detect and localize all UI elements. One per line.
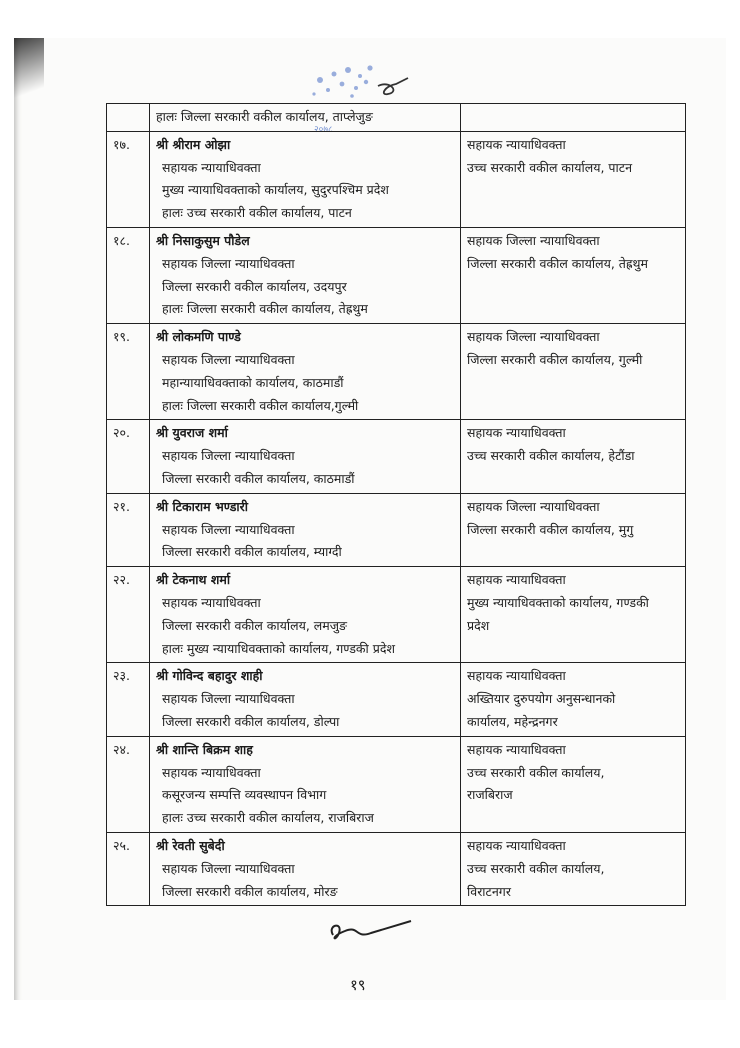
employee-name: श्री निसाकुसुम पौडेल xyxy=(156,232,250,248)
position-line: जिल्ला सरकारी वकील कार्यालय, मोरङ xyxy=(162,883,338,899)
position-line: जिल्ला सरकारी वकील कार्यालय, उदयपुर xyxy=(162,278,347,294)
posting-line: सहायक न्यायाधिवक्ता xyxy=(467,741,566,757)
page-corner-shadow xyxy=(14,38,44,128)
posting-line: सहायक जिल्ला न्यायाधिवक्ता xyxy=(467,498,600,514)
serial-number: २४. xyxy=(107,736,150,832)
employee-name: श्री रेवती सुबेदी xyxy=(156,837,225,853)
new-posting-cell xyxy=(461,131,686,227)
new-posting-cell xyxy=(461,663,686,736)
posting-line: उच्च सरकारी वकील कार्यालय, xyxy=(467,860,605,876)
position-line: सहायक जिल्ला न्यायाधिवक्ता xyxy=(162,448,295,464)
posting-line: सहायक जिल्ला न्यायाधिवक्ता xyxy=(467,232,600,248)
new-posting-cell xyxy=(461,567,686,663)
table-row xyxy=(107,736,686,832)
current-position-cell xyxy=(150,227,461,323)
serial-number: २०. xyxy=(107,420,150,493)
current-position-cell xyxy=(150,104,461,132)
current-position-cell xyxy=(150,567,461,663)
position-line: सहायक जिल्ला न्यायाधिवक्ता xyxy=(162,351,295,367)
position-line: सहायक न्यायाधिवक्ता xyxy=(162,594,261,610)
position-line: सहायक जिल्ला न्यायाधिवक्ता xyxy=(162,521,295,537)
serial-number: २२. xyxy=(107,567,150,663)
posting-line: सहायक न्यायाधिवक्ता xyxy=(467,837,566,853)
new-posting-cell xyxy=(461,104,686,132)
employee-name: श्री टेकनाथ शर्मा xyxy=(156,572,231,588)
current-position-cell xyxy=(150,493,461,566)
table-row xyxy=(107,493,686,566)
posting-line: सहायक न्यायाधिवक्ता xyxy=(467,425,566,441)
current-position-cell xyxy=(150,420,461,493)
posting-line: जिल्ला सरकारी वकील कार्यालय, गुल्मी xyxy=(467,351,643,367)
position-line: सहायक जिल्ला न्यायाधिवक्ता xyxy=(162,691,295,707)
position-line: हालः जिल्ला सरकारी वकील कार्यालय, ताप्लेजुङ xyxy=(156,109,373,124)
posting-line: अख्तियार दुरुपयोग अनुसन्धानको xyxy=(467,691,616,707)
serial-number: १९. xyxy=(107,324,150,420)
signature-bottom xyxy=(325,915,415,955)
new-posting-cell xyxy=(461,420,686,493)
position-line: हालः मुख्य न्यायाधिवक्ताको कार्यालय, गण्डकी प्रदेश xyxy=(162,640,395,656)
posting-line: सहायक न्यायाधिवक्ता xyxy=(467,668,566,684)
table-row xyxy=(107,104,686,132)
employee-name: श्री लोकमणि पाण्डे xyxy=(156,329,241,345)
position-line: कसूरजन्य सम्पत्ति व्यवस्थापन विभाग xyxy=(162,787,327,803)
table-row xyxy=(107,567,686,663)
position-line: हालः जिल्ला सरकारी वकील कार्यालय, तेह्रथुम xyxy=(162,301,368,317)
table-row xyxy=(107,131,686,227)
serial-number xyxy=(107,104,150,132)
posting-line: कार्यालय, महेन्द्रनगर xyxy=(467,713,558,729)
posting-line: सहायक न्यायाधिवक्ता xyxy=(467,572,566,588)
position-line: सहायक जिल्ला न्यायाधिवक्ता xyxy=(162,860,295,876)
current-position-cell xyxy=(150,324,461,420)
posting-line: जिल्ला सरकारी वकील कार्यालय, तेह्रथुम xyxy=(467,255,649,271)
table-row xyxy=(107,324,686,420)
new-posting-cell xyxy=(461,324,686,420)
serial-number: २५. xyxy=(107,832,150,905)
position-line: सहायक न्यायाधिवक्ता xyxy=(162,159,261,175)
employee-name: श्री टिकाराम भण्डारी xyxy=(156,498,248,514)
signature-mark-top xyxy=(378,78,408,94)
position-line: हालः उच्च सरकारी वकील कार्यालय, पाटन xyxy=(162,205,352,221)
employee-name: श्री शान्ति बिक्रम शाह xyxy=(156,741,253,757)
posting-line: सहायक जिल्ला न्यायाधिवक्ता xyxy=(467,329,600,345)
new-posting-cell xyxy=(461,227,686,323)
position-line: हालः उच्च सरकारी वकील कार्यालय, राजबिराज xyxy=(162,810,374,826)
current-position-cell xyxy=(150,131,461,227)
position-line: सहायक जिल्ला न्यायाधिवक्ता xyxy=(162,255,295,271)
new-posting-cell xyxy=(461,832,686,905)
posting-line: उच्च सरकारी वकील कार्यालय, हेटौंडा xyxy=(467,448,635,464)
posting-line: राजबिराज xyxy=(467,787,513,803)
position-line: जिल्ला सरकारी वकील कार्यालय, डोल्पा xyxy=(162,713,340,729)
posting-line: सहायक न्यायाधिवक्ता xyxy=(467,136,566,152)
new-posting-cell xyxy=(461,736,686,832)
posting-line: जिल्ला सरकारी वकील कार्यालय, मुगु xyxy=(467,521,634,537)
position-line: सहायक न्यायाधिवक्ता xyxy=(162,764,261,780)
posting-line: उच्च सरकारी वकील कार्यालय, पाटन xyxy=(467,159,633,175)
current-position-cell xyxy=(150,663,461,736)
current-position-cell xyxy=(150,736,461,832)
employee-name: श्री युवराज शर्मा xyxy=(156,425,228,441)
position-line: महान्यायाधिवक्ताको कार्यालय, काठमाडौं xyxy=(162,374,344,390)
serial-number: १७. xyxy=(107,131,150,227)
position-line: जिल्ला सरकारी वकील कार्यालय, लमजुङ xyxy=(162,617,347,633)
position-line: जिल्ला सरकारी वकील कार्यालय, काठमाडौं xyxy=(162,470,355,486)
table-row xyxy=(107,832,686,905)
serial-number: २३. xyxy=(107,663,150,736)
posting-line: उच्च सरकारी वकील कार्यालय, xyxy=(467,764,605,780)
serial-number: १८. xyxy=(107,227,150,323)
stamp-text: २०७८ xyxy=(314,125,333,135)
position-line: जिल्ला सरकारी वकील कार्यालय, म्याग्दी xyxy=(162,544,342,560)
table-row xyxy=(107,420,686,493)
posting-line: प्रदेश xyxy=(467,617,490,633)
page-number: १९ xyxy=(350,976,366,994)
transfer-records-table xyxy=(106,103,686,906)
posting-line: मुख्य न्यायाधिवक्ताको कार्यालय, गण्डकी xyxy=(467,594,649,610)
employee-name: श्री गोविन्द बहादुर शाही xyxy=(156,668,263,684)
serial-number: २१. xyxy=(107,493,150,566)
employee-name: श्री श्रीराम ओझा xyxy=(156,136,231,152)
table-row xyxy=(107,227,686,323)
table-row xyxy=(107,663,686,736)
current-position-cell xyxy=(150,832,461,905)
new-posting-cell xyxy=(461,493,686,566)
posting-line: विराटनगर xyxy=(467,883,511,899)
position-line: हालः जिल्ला सरकारी वकील कार्यालय,गुल्मी xyxy=(162,397,359,413)
position-line: मुख्य न्यायाधिवक्ताको कार्यालय, सुदुरपश्चिम प्रदेश xyxy=(162,182,389,198)
